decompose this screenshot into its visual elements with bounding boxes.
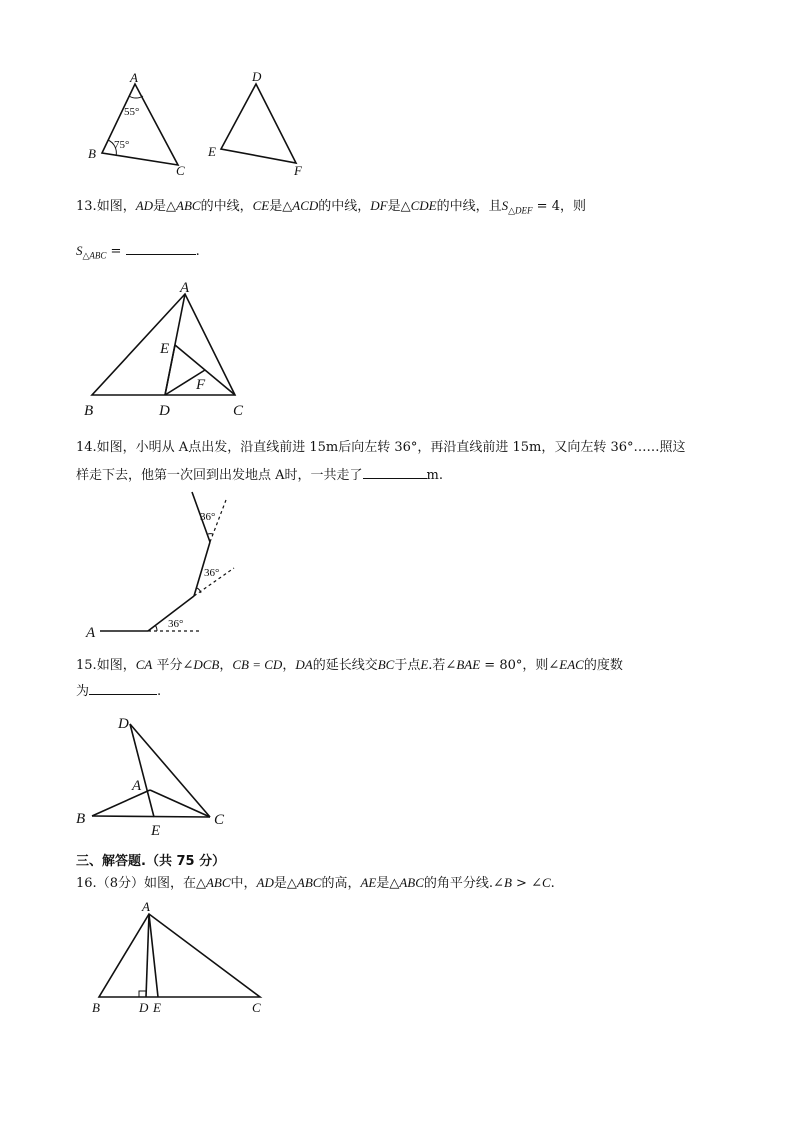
figure-14-walking-path: [84, 490, 264, 645]
label-c: C: [214, 812, 225, 828]
question-14-line-1: 14.如图，小明从 A点出发，沿直线前进 15m后向左转 36°，再沿直线前进 15m，又向左转 36°……照这: [76, 440, 686, 455]
label-b: B: [92, 1000, 100, 1015]
label-a: A: [132, 778, 142, 794]
label-e: E: [153, 1000, 161, 1015]
triangle-def: [207, 69, 303, 178]
label-d: D: [118, 716, 129, 732]
angle-label-3: 36°: [200, 511, 216, 523]
figure-12-triangles: [80, 68, 340, 178]
label-e: E: [160, 341, 170, 357]
label-a: A: [180, 280, 190, 296]
label-e: E: [151, 823, 161, 839]
answer-blank-14[interactable]: [363, 464, 427, 479]
answer-blank-15[interactable]: [89, 680, 157, 695]
section-3-heading: 三、解答题.（共 75 分）: [76, 854, 226, 869]
question-16-text: 16.（8分）如图，在△ABC中，AD是△ABC的高，AE是△ABC的角平分线.∠B > ∠C.: [76, 875, 555, 891]
label-e: E: [208, 144, 216, 159]
question-13-text: 13.如图，AD是△ABC的中线，CE是△ACD的中线，DF是△CDE的中线，且$S_{\triangle DEF} = 4$，则: [76, 198, 586, 216]
figure-16: [84, 898, 284, 1023]
label-c: C: [233, 403, 244, 419]
figure-13: [80, 278, 260, 423]
label-f: F: [196, 377, 206, 393]
label-d: D: [252, 69, 262, 84]
question-15-line-1: 15.如图，CA 平分∠DCB，CB = CD，DA的延长线交BC于点E.若∠BAE = 80°，则∠EAC的度数: [76, 657, 623, 673]
question-15-line-2: 为 .: [76, 680, 161, 702]
question-13-answer-line: $S_{\triangle ABC}$ = .: [76, 240, 200, 266]
label-a: A: [86, 625, 96, 641]
triangle-abc: [88, 70, 185, 178]
label-b: B: [88, 146, 96, 161]
figure-15: [72, 708, 242, 838]
label-b: B: [84, 403, 94, 419]
answer-blank-13[interactable]: [126, 240, 196, 255]
label-a: A: [142, 899, 150, 914]
question-14-line-2: 样走下去，他第一次回到出发地点 A时，一共走了 m.: [76, 464, 443, 486]
label-a: A: [130, 70, 138, 85]
label-b: B: [76, 811, 86, 827]
angle-label-1: 36°: [168, 618, 184, 630]
label-c: C: [252, 1000, 261, 1015]
angle-label-2: 36°: [204, 567, 220, 579]
label-d: D: [159, 403, 170, 419]
label-d: D: [139, 1000, 149, 1015]
label-c: C: [176, 163, 185, 178]
angle-a-label: 55°: [124, 106, 140, 118]
angle-b-label: 75°: [114, 139, 130, 151]
label-f: F: [294, 163, 302, 178]
